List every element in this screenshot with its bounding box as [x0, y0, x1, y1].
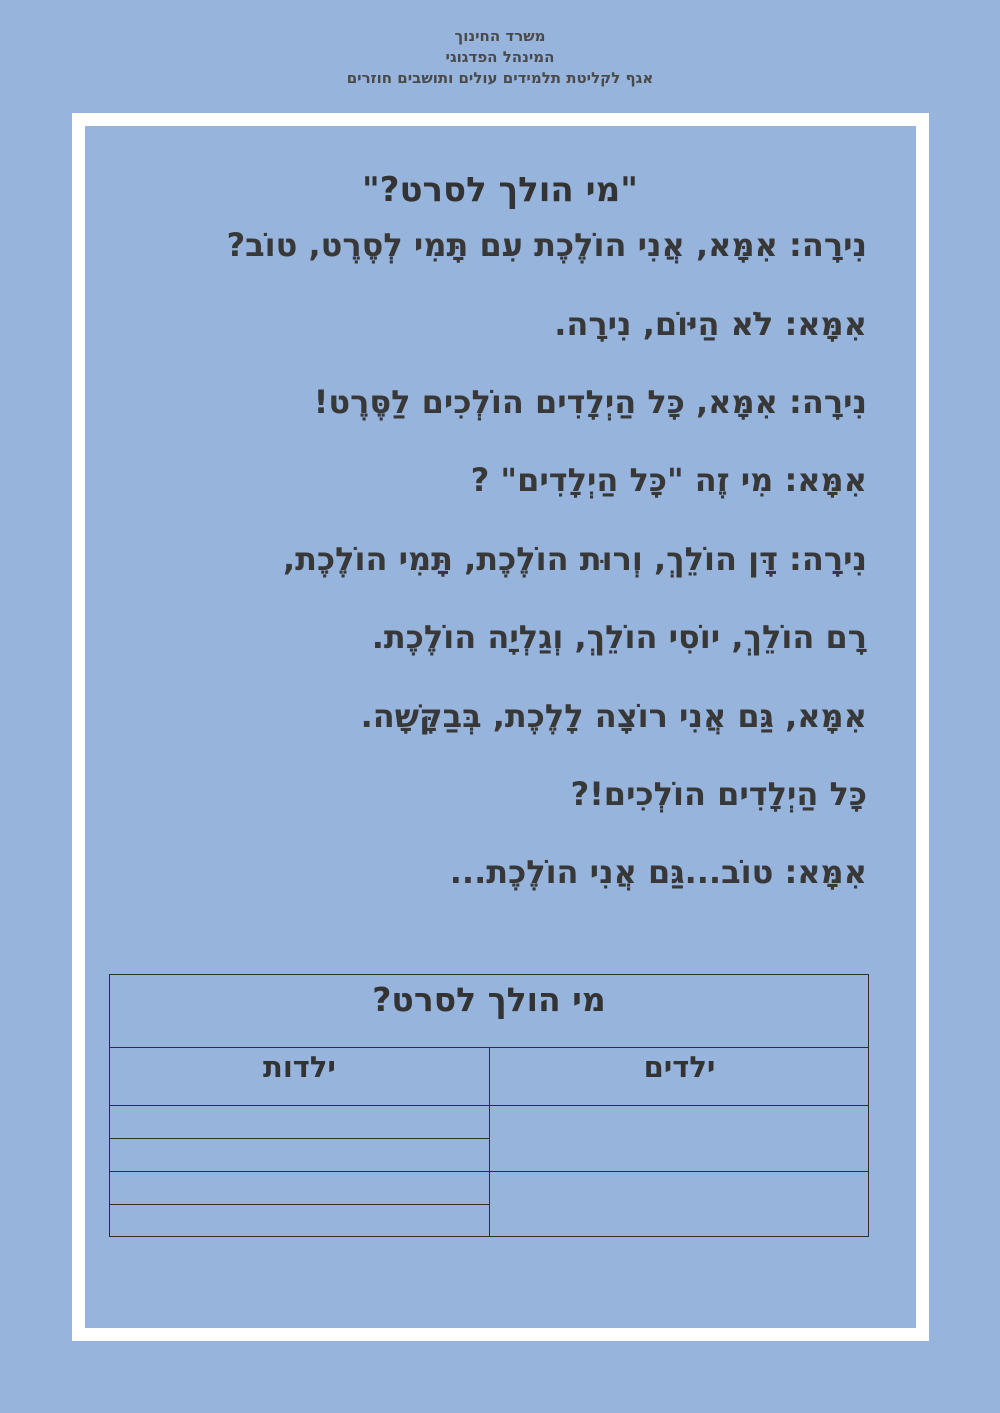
story-line: נִירָה: דָּן הוֹלֵךְ, וְרוּת הוֹלֶכֶת, תָּמִי הוֹלֶכֶת, — [282, 540, 867, 578]
department-name: המינהל הפדגוגי — [445, 48, 555, 66]
table-title: מי הולך לסרט? — [110, 975, 868, 1048]
ministry-name: משרד החינוך — [454, 27, 546, 45]
table-row-line — [490, 1171, 868, 1172]
story-line: אִמָּא: לֹא הַיּוֹם, נִירָה. — [554, 305, 867, 343]
table-row-line — [110, 1138, 489, 1139]
story-line: נִירָה: אִמָּא, אֲנִי הוֹלֶכֶת עִם תָּמִי לְסֶרֶט, טוֹב? — [226, 226, 867, 264]
story-line: רָם הוֹלֵךְ, יוֹסִי הוֹלֵךְ, וְגַלְיָה הוֹלֶכֶת. — [371, 618, 867, 656]
table-row-line — [110, 1171, 489, 1172]
story-line: אִמָּא: טוֹב...גַּם אֲנִי הוֹלֶכֶת... — [449, 853, 867, 891]
story-line: נִירָה: אִמָּא, כָּל הַיְלָדִים הוֹלְכִים לַסֶּרֶט! — [313, 383, 867, 421]
story-line: אִמָּא, גַּם אֲנִי רוֹצָה לָלֶכֶת, בְּבַקָּשָׁה. — [360, 697, 867, 735]
table-row-line — [110, 1204, 489, 1205]
story-line: כָּל הַיְלָדִים הוֹלְכִים!? — [570, 775, 867, 813]
story-line: אִמָּא: מִי זֶה "כָּל הַיְלָדִים" ? — [470, 461, 867, 499]
answer-table — [109, 974, 869, 1237]
column-divider — [489, 1047, 490, 1237]
page-header — [0, 26, 1000, 89]
column-header-boys: ילדים — [490, 1047, 869, 1106]
story-title: "מי הולך לסרט?" — [362, 170, 638, 210]
column-header-girls: ילדות — [110, 1047, 489, 1106]
division-name: אגף לקליטת תלמידים עולים ותושבים חוזרים — [346, 69, 654, 87]
